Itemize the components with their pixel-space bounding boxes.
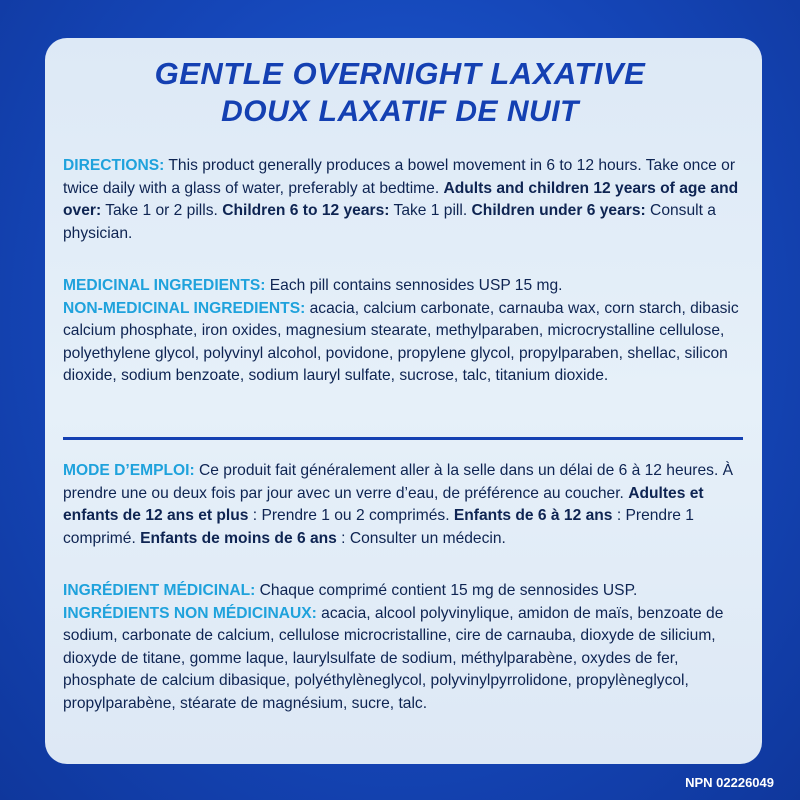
ingredients-non-medicinaux-text: acacia, alcool polyvinylique, amidon de maïs, benzoate de sodium, carbonate de calcium, cellulose microcristalline, cire de carnauba, dioxyde de silicium, dioxyde de titane, gomme laque, laurylsulfate de sodium, méthylparabène, oxydes de fer, phosphate de calcium dibasique, polyéthylèneglycol, polyvinylpyrrolidone, propylèneglycol, propylparabène, stéarate de magnésium, sucre, talc. <box>63 604 724 712</box>
medicinal-ingredients-text: Each pill contains sennosides USP 15 mg. <box>265 277 563 294</box>
directions-text: This product generally produces a bowel movement in 6 to 12 hours. Take once or twice daily with a glass of water, preferably at bedtime. <box>63 157 736 197</box>
french-directions <box>63 460 753 550</box>
adults-label: Adults and children 12 years of age and over: <box>63 179 739 220</box>
adultes-label: Adultes et enfants de 12 ans et plus <box>63 484 704 525</box>
english-ingredients <box>63 275 753 388</box>
medicinal-ingredients-label: MEDICINAL INGREDIENTS: <box>63 277 266 294</box>
non-medicinal-ingredients-label: NON-MEDICINAL INGREDIENTS: <box>63 299 306 317</box>
moins-6-text: : Consulter un médecin. <box>336 529 506 547</box>
ingredient-medicinal-text: Chaque comprimé contient 15 mg de sennosides USP. <box>255 582 638 599</box>
enfants-label: Enfants de 6 à 12 ans <box>453 507 613 525</box>
children-label: Children 6 to 12 years: <box>222 202 390 220</box>
moins-6-label: Enfants de moins de 6 ans <box>140 529 337 547</box>
adultes-text: : Prendre 1 ou 2 comprimés. <box>248 507 454 525</box>
directions-label: DIRECTIONS: <box>63 157 165 174</box>
title-french: DOUX LAXATIF DE NUIT <box>221 95 579 128</box>
children-text: Take 1 pill. <box>389 202 472 220</box>
npn-number: NPN 02226049 <box>685 775 774 790</box>
enfants-text: : Prendre 1 comprimé. <box>63 507 694 547</box>
english-directions <box>63 155 753 245</box>
title-english: GENTLE OVERNIGHT LAXATIVE <box>154 56 646 91</box>
under6-label: Children under 6 years: <box>471 202 646 220</box>
french-ingredients <box>63 580 753 716</box>
ingredients-non-medicinaux-label: INGRÉDIENTS NON MÉDICINAUX: <box>63 604 317 622</box>
mode-emploi-label: MODE D’EMPLOI: <box>63 462 195 479</box>
ingredient-medicinal-label: INGRÉDIENT MÉDICINAL: <box>63 582 256 599</box>
under6-text: Consult a physician. <box>63 202 716 242</box>
section-divider <box>63 437 743 440</box>
adults-text: Take 1 or 2 pills. <box>101 202 223 220</box>
mode-emploi-text: Ce produit fait généralement aller à la selle dans un délai de 6 à 12 heures. À prendre une ou deux fois par jour avec un verre d’eau, de préférence au coucher. <box>63 462 734 502</box>
non-medicinal-ingredients-text: acacia, calcium carbonate, carnauba wax, corn starch, dibasic calcium phosphate, iron oxides, magnesium stearate, methylparaben, microcrystalline cellulose, polyethylene glycol, polyvinyl alcohol, povidone, propylene glycol, propylparaben, shellac, silicon dioxide, sodium benzoate, sodium lauryl sulfate, sucrose, talc, titanium dioxide. <box>63 299 739 385</box>
